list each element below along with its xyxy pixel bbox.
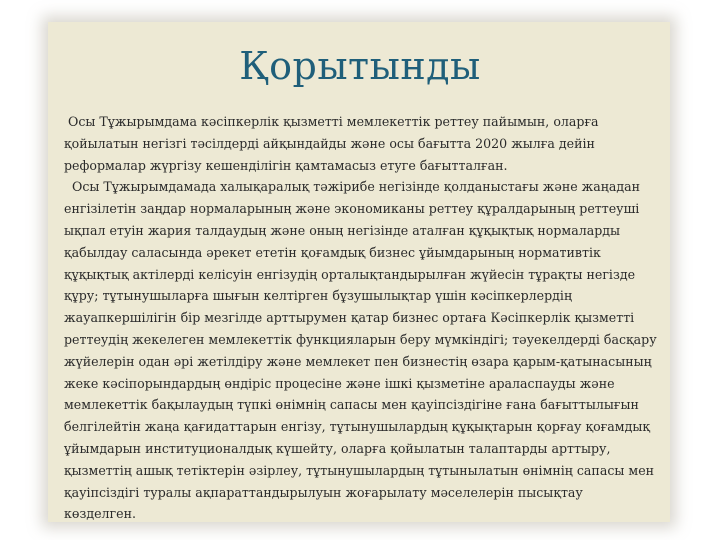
slide-title: Қорытынды xyxy=(239,44,481,88)
paragraph-intro: Осы Тұжырымдама кәсіпкерлік қызметті мемлекеттік реттеу пайымын, оларға қойылатын негізгі тәсілдерді айқындайды және осы бағытта 2020 жылға дейін реформалар жүргізу кешенділігін қамтамасыз етуге бағытталған. xyxy=(64,114,599,173)
body-text xyxy=(64,111,658,525)
paragraph-main: Осы Тұжырымдамада халықаралық тәжірибе негізінде қолданыстағы және жаңадан енгізілетін заңдар нормаларының және экономиканы реттеу құралдарының реттеуші ықпал етуін жария талдаудың және оның негізінде аталған құқықтық нормаларды қабылдау саласында әрекет ететін қоғамдық бизнес ұйымдарының нормативтік құқықтық актілерді келісуін енгізудің орталықтандырылған жүйесін тұрақты негізде құру; тұтынушыларға шығын келтірген бұзушылықтар үшін кәсіпкерлердің жауапкершілігін бір мезгілде арттырумен қатар бизнес ортаға Кәсіпкерлік қызметті реттеудің жекелеген мемлекеттік функцияларын беру мүмкіндігі; тәуекелдерді басқару жүйелерін одан әрі жетілдіру және мемлекет пен бизнестің өзара қарым-қатынасының жеке кәсіпорындардың өндіріс процесіне және ішкі қызметіне араласпауды және мемлекеттік бақылаудың түпкі өнімнің сапасы мен қауіпсіздігіне ғана бағыттылығын белгілейтін жаңа қағидаттарын енгізу, тұтынушылардың құқықтарын қорғау қоғамдық ұйымдарын институционалдық күшейту, оларға қойылатын талаптарды арттыру, қызметтің ашық тетіктерін әзірлеу, тұтынушылардың тұтынылатын өнімнің сапасы мен қауіпсіздігі туралы ақпараттандырылуын жоғарылату мәселелерін пысықтау көзделген. xyxy=(64,179,657,522)
